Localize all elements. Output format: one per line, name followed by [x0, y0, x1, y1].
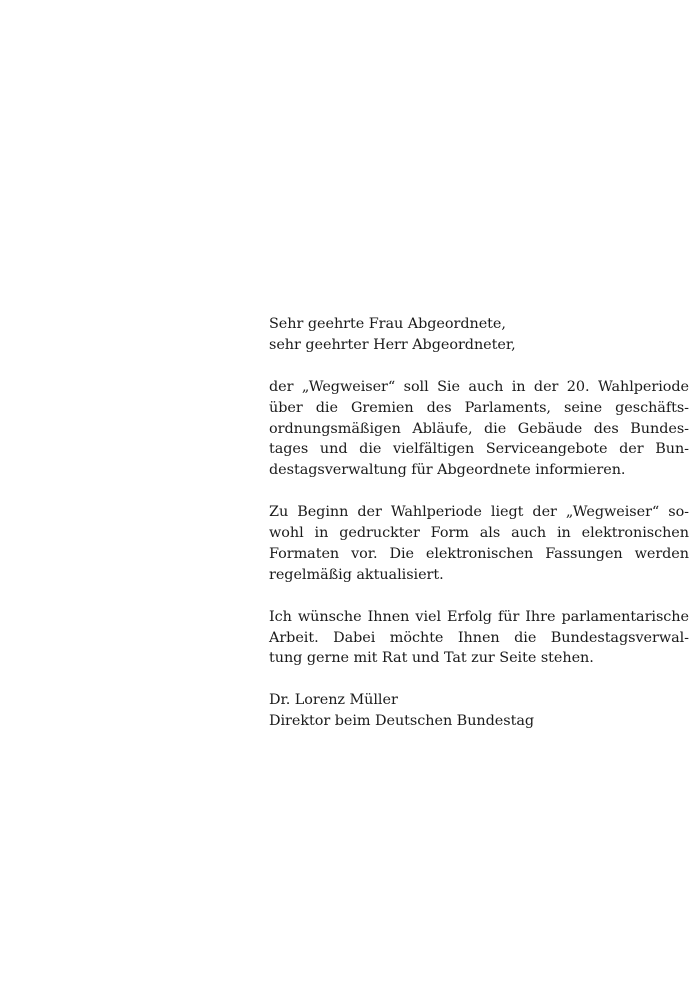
paragraph-formats — [269, 502, 689, 586]
salutation-line: sehr geehrter Herr Abgeordneter, — [269, 336, 516, 353]
paragraph-line: über die Gremien des Parlaments, seine geschäfts- — [269, 399, 689, 416]
signature-title: Direktor beim Deutschen Bundestag — [269, 713, 535, 730]
paragraph-wishes — [269, 607, 689, 670]
paragraph-intro — [269, 377, 689, 482]
paragraph-line: Arbeit. Dabei möchte Ihnen die Bundestagsverwal- — [269, 629, 689, 646]
letter-body — [269, 314, 689, 732]
paragraph-line: ordnungsmäßigen Abläufe, die Gebäude des Bundes- — [269, 420, 689, 437]
paragraph-line: destagsverwaltung für Abgeordnete informieren. — [269, 462, 626, 479]
salutation-line: Sehr geehrte Frau Abgeordnete, — [269, 316, 506, 332]
paragraph-line: tung gerne mit Rat und Tat zur Seite stehen. — [269, 650, 594, 667]
paragraph-line: regelmäßig aktualisiert. — [269, 566, 444, 583]
paragraph-line: Zu Beginn der Wahlperiode liegt der „Wegweiser“ so- — [269, 504, 689, 521]
paragraph-line: Ich wünsche Ihnen viel Erfolg für Ihre parlamentarische — [269, 608, 689, 625]
paragraph-line: wohl in gedruckter Form als auch in elektronischen — [269, 525, 689, 542]
paragraph-line: Formaten vor. Die elektronischen Fassungen werden — [269, 545, 689, 562]
salutation — [269, 314, 689, 356]
signature-block — [269, 690, 689, 732]
signature-name: Dr. Lorenz Müller — [269, 692, 398, 709]
paragraph-line: tages und die vielfältigen Serviceangebote der Bun- — [269, 441, 689, 458]
paragraph-line: der „Wegweiser“ soll Sie auch in der 20. Wahlperiode — [269, 378, 689, 395]
